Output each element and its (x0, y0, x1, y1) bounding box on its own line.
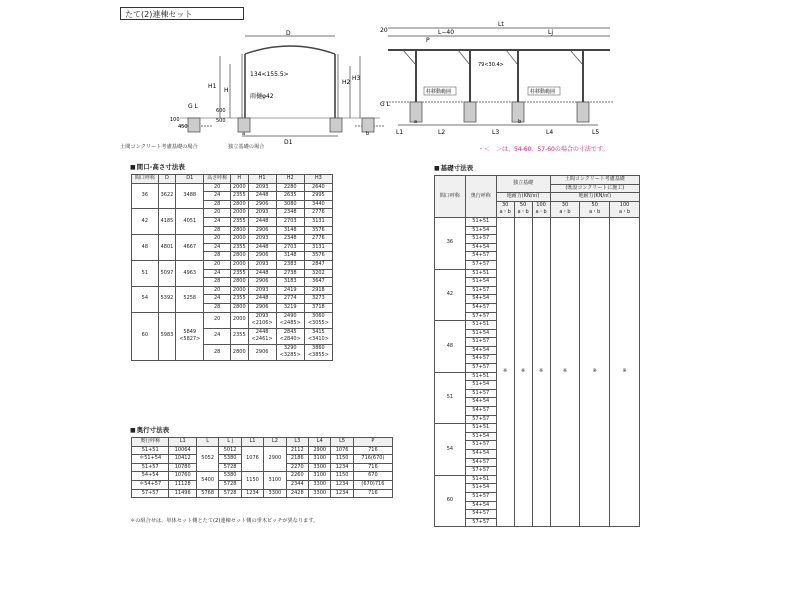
table-cell: 2348 (276, 235, 304, 244)
header-load: 100 a・b (532, 201, 550, 217)
dim-L1: L1 (396, 129, 404, 136)
label-b: b (366, 131, 370, 137)
table-cell: 2000 (231, 235, 248, 244)
table-header: L5 (331, 438, 353, 447)
table-cell: 3718 (304, 303, 332, 312)
value-L4: 3300 (309, 463, 331, 472)
value-L4: 2900 (309, 446, 331, 455)
value-L: 5052 (196, 446, 218, 472)
value-P: (670)716 (353, 480, 392, 489)
table-header: L1 (241, 438, 263, 447)
value-L1b: 1150 (241, 472, 263, 489)
dim-134: 134<155.5> (250, 71, 289, 78)
table-row (132, 489, 393, 498)
table-row (132, 209, 333, 218)
depth-name: 51+51 (465, 269, 496, 278)
value-mark: ※ (580, 217, 610, 526)
dim-79: 79<30.4> (478, 62, 504, 68)
table-cell: 2906 (248, 226, 276, 235)
table-cell: 28 (204, 303, 231, 312)
value-L5: 1150 (331, 472, 353, 481)
table-cell: 3131 (304, 243, 332, 252)
table-row (435, 217, 640, 226)
value-mark: ※ (610, 217, 640, 526)
depth-name: ＊54+57 (132, 480, 169, 489)
value-Lj: 5380 (219, 472, 241, 481)
depth-name: 54+57 (465, 355, 496, 364)
opening-name: 54 (132, 286, 159, 312)
value-L5: 1076 (331, 446, 353, 455)
dim-D: D (286, 30, 291, 37)
depth-name: 54+57 (465, 407, 496, 416)
depth-name: 51+54 (465, 278, 496, 287)
table-cell: 2995 (304, 192, 332, 201)
header-load: 50 a・b (580, 201, 610, 217)
table-header: P (353, 438, 392, 447)
depth-name: 54+54 (465, 450, 496, 459)
value-L4: 3100 (309, 472, 331, 481)
table-header: H1 (248, 175, 276, 184)
table-cell: 2906 (248, 252, 276, 261)
depth-footnote: ＊の組合せは、単体セット側とたて(2)連棟セット側の垂木ピッチが異なります。 (130, 518, 319, 524)
table-row (132, 312, 333, 328)
value-L1: 10412 (169, 455, 197, 464)
value-L3: 2270 (286, 463, 308, 472)
depth-name: 57+57 (465, 312, 496, 321)
table-cell: 3131 (304, 217, 332, 226)
value-L1: 10780 (169, 463, 197, 472)
table-cell: 20 (204, 235, 231, 244)
value-L5: 1150 (331, 455, 353, 464)
table-cell: 2000 (231, 209, 248, 218)
value-L3: 2344 (286, 480, 308, 489)
table-cell: 2774 (276, 295, 304, 304)
table-header: L3 (286, 438, 308, 447)
table-cell: 3415 <3410> (304, 328, 332, 344)
depth-name: 57+57 (132, 489, 169, 498)
value-Lj: 5728 (219, 489, 241, 498)
value-D1: 4667 (176, 235, 204, 261)
depth-name: 57+57 (465, 467, 496, 476)
table-cell: 2847 (304, 260, 332, 269)
table-cell: 2845 <2840> (276, 328, 304, 344)
table-cell: 24 (204, 217, 231, 226)
header-depth: 奥行呼称 (465, 176, 496, 218)
caption-independent: 独立基礎の場合 (228, 144, 265, 150)
table-cell: 2906 (248, 344, 276, 360)
opening-name: 42 (132, 209, 159, 235)
value-D1: 5258 (176, 286, 204, 312)
table-cell: 2906 (248, 200, 276, 209)
table-header: L1 (169, 438, 197, 447)
table-cell: 2906 (248, 278, 276, 287)
value-P: 716 (353, 446, 392, 455)
opening-name: 54 (435, 424, 466, 476)
table-cell: 24 (204, 328, 231, 344)
table-cell: 2093 <2106> (248, 312, 276, 328)
value-L3: 2428 (286, 489, 308, 498)
table-header: 高さ呼称 (204, 175, 231, 184)
table-cell: 2093 (248, 235, 276, 244)
opening-name: 42 (435, 269, 466, 321)
depth-name: 57+57 (465, 364, 496, 373)
table-cell: 3219 (276, 303, 304, 312)
table-cell: 2000 (231, 312, 248, 328)
table-cell: 24 (204, 269, 231, 278)
value-L2: 2900 (264, 446, 286, 472)
value-L4: 3300 (309, 489, 331, 498)
depth-name: 51+54 (465, 329, 496, 338)
dim-100: 100 (170, 117, 180, 123)
table-cell: 2448 (248, 269, 276, 278)
gl-right: G L (380, 101, 390, 108)
value-L3: 2112 (286, 446, 308, 455)
value-L: 5768 (196, 489, 218, 498)
depth-name: 51+51 (132, 446, 169, 455)
table-cell: 2800 (231, 226, 248, 235)
table-cell: 2383 (276, 260, 304, 269)
depth-name: 54+54 (465, 398, 496, 407)
depth-table (131, 437, 393, 498)
table-cell: 28 (204, 252, 231, 261)
depth-name: 54+54 (465, 346, 496, 355)
dim-600: 600 (216, 108, 226, 114)
depth-name: 51+57 (465, 235, 496, 244)
value-D: 4801 (158, 235, 175, 261)
table-cell: 2355 (231, 269, 248, 278)
dim-L2: L2 (438, 129, 446, 136)
header-load: 100 a・b (610, 201, 640, 217)
header-load: 50 a・b (514, 201, 532, 217)
depth-name: 51+57 (465, 338, 496, 347)
value-L1b: 1076 (241, 446, 263, 472)
table-cell: 2703 (276, 217, 304, 226)
table-cell: 3148 (276, 226, 304, 235)
opening-height-table (131, 174, 333, 361)
opening-name: 48 (435, 321, 466, 373)
table-header: 間口呼称 (132, 175, 159, 184)
value-mark: ※ (514, 217, 532, 526)
table-cell: 24 (204, 295, 231, 304)
value-L5: 1234 (331, 489, 353, 498)
depth-name: 51+57 (465, 286, 496, 295)
value-D1: 4051 (176, 209, 204, 235)
dim-P: P (426, 37, 430, 44)
table-row (132, 183, 333, 192)
value-L3: 2186 (286, 455, 308, 464)
table-cell: 2093 (248, 183, 276, 192)
table-cell: 2093 (248, 260, 276, 269)
dim-500: 500 (216, 118, 226, 124)
value-L4: 3300 (309, 480, 331, 489)
header-slab: 土間コンクリート考慮基礎 (550, 176, 639, 185)
table-header: L2 (264, 438, 286, 447)
gl-left: G L (188, 103, 198, 110)
movable-range-1: 柱移動範囲 (426, 89, 452, 95)
pipe-label: 雨樋φ42 (250, 93, 274, 100)
table-cell: 2348 (276, 209, 304, 218)
table-cell: 2800 (231, 278, 248, 287)
depth-name: 51+51 (465, 372, 496, 381)
table-cell: 2448 <2461> (248, 328, 276, 344)
depth-name: 51+54 (465, 484, 496, 493)
table-header: D (158, 175, 175, 184)
table-cell: 3576 (304, 226, 332, 235)
table-cell: 2738 (276, 269, 304, 278)
table-cell: 20 (204, 312, 231, 328)
table-cell: 2000 (231, 260, 248, 269)
header-bearing: 地耐力(KN/㎡) (550, 193, 639, 202)
table-header: D1 (176, 175, 204, 184)
table-row (132, 286, 333, 295)
table-cell: 28 (204, 226, 231, 235)
depth-name: 51+51 (465, 475, 496, 484)
dim-L40: L−40 (438, 29, 455, 36)
depth-name: 51+57 (465, 441, 496, 450)
depth-name: 57+57 (465, 415, 496, 424)
depth-name: 51+51 (465, 424, 496, 433)
table-cell: 2448 (248, 243, 276, 252)
dim-H3: H3 (352, 75, 361, 82)
table-cell: 20 (204, 183, 231, 192)
table-cell: 2448 (248, 217, 276, 226)
depth-name: 51+51 (465, 321, 496, 330)
value-L5: 1234 (331, 480, 353, 489)
value-D: 3622 (158, 183, 175, 209)
value-D: 5392 (158, 286, 175, 312)
table-cell: 3148 (276, 252, 304, 261)
header-load: 30 a・b (496, 201, 514, 217)
value-L2: 3300 (264, 489, 286, 498)
table-cell: 2776 (304, 235, 332, 244)
value-P: 716 (353, 489, 392, 498)
table-cell: 20 (204, 209, 231, 218)
value-D: 5097 (158, 260, 175, 286)
table-cell: 3202 (304, 269, 332, 278)
table-cell: 2800 (231, 303, 248, 312)
value-L1: 10760 (169, 472, 197, 481)
header-opening: 間口呼称 (435, 176, 466, 218)
value-D: 4185 (158, 209, 175, 235)
table-cell: 28 (204, 278, 231, 287)
table-cell: 3576 (304, 252, 332, 261)
opening-name: 36 (132, 183, 159, 209)
depth-name: 51+57 (465, 389, 496, 398)
table-cell: 2093 (248, 286, 276, 295)
value-L: 5400 (196, 472, 218, 489)
table-cell: 2000 (231, 183, 248, 192)
opening-name: 51 (132, 260, 159, 286)
table-cell: 20 (204, 260, 231, 269)
header-slab-sub: (既設コンクリートに施工) (550, 184, 639, 193)
side-elevation-drawing (378, 20, 618, 140)
value-Lj: 5728 (219, 480, 241, 489)
value-D1: 3488 (176, 183, 204, 209)
value-L1b: 1234 (241, 489, 263, 498)
value-L4: 3100 (309, 455, 331, 464)
depth-name: ＊51+54 (132, 455, 169, 464)
caption-slab: 土間コンクリート考慮基礎の場合 (120, 144, 198, 150)
table-cell: 2800 (231, 252, 248, 261)
value-Lj: 5012 (219, 446, 241, 455)
table-cell: 2355 (231, 217, 248, 226)
table-cell: 3860 <3855> (304, 344, 332, 360)
table-cell: 2640 (304, 183, 332, 192)
table-cell: 2419 (276, 286, 304, 295)
opening-name: 36 (435, 217, 466, 269)
value-D1: 5849 <5827> (176, 312, 204, 361)
value-L1: 10064 (169, 446, 197, 455)
table-cell: 3060 <3055> (304, 312, 332, 328)
label-a-right: a (414, 119, 418, 125)
depth-name: 51+51 (465, 217, 496, 226)
movable-range-2: 柱移動範囲 (530, 89, 556, 95)
table-header: L (196, 438, 218, 447)
dim-L5: L5 (592, 129, 600, 136)
table-header: L j (219, 438, 241, 447)
value-P: 716 (353, 463, 392, 472)
value-D1: 4963 (176, 260, 204, 286)
value-D: 5983 (158, 312, 175, 361)
opening-name: 60 (435, 475, 466, 527)
label-b-right: b (518, 119, 522, 125)
header-bearing: 地耐力(KN/㎡) (496, 193, 550, 202)
dim-Lt: Lt (498, 21, 504, 28)
depth-name: 51+54 (465, 381, 496, 390)
table-cell: 24 (204, 243, 231, 252)
value-mark: ※ (496, 217, 514, 526)
table-cell: 28 (204, 200, 231, 209)
dim-H: H (224, 87, 229, 94)
depth-name: 54+54 (132, 472, 169, 481)
table-cell: 2280 (276, 183, 304, 192)
table-cell: 3183 (276, 278, 304, 287)
depth-name: 51+57 (132, 463, 169, 472)
opening-name: 60 (132, 312, 159, 361)
depth-name: 54+57 (465, 458, 496, 467)
label-a: a (242, 131, 246, 137)
table-cell: 2906 (248, 303, 276, 312)
table-header: L4 (309, 438, 331, 447)
depth-name: 54+54 (465, 501, 496, 510)
table-cell: 2355 (231, 295, 248, 304)
table-cell: 2776 (304, 209, 332, 218)
depth-name: 54+54 (465, 295, 496, 304)
table-header: H3 (304, 175, 332, 184)
section-title: たて(2)連棟セット (120, 7, 244, 20)
table-cell: 2000 (231, 286, 248, 295)
table-header: H (231, 175, 248, 184)
front-elevation-drawing (150, 26, 390, 146)
table-cell: 3080 (276, 200, 304, 209)
table-cell: 3440 (304, 200, 332, 209)
header-load: 30 a・b (550, 201, 580, 217)
depth-name: 57+57 (465, 260, 496, 269)
value-L1: 11496 (169, 489, 197, 498)
table-cell: 20 (204, 286, 231, 295)
dim-H2: H2 (342, 79, 351, 86)
depth-name: 54+54 (465, 243, 496, 252)
dim-D1: D1 (284, 139, 293, 146)
dim-Lj: Lj (548, 29, 554, 36)
depth-name: 51+54 (465, 432, 496, 441)
table-row (132, 235, 333, 244)
value-L5: 1234 (331, 463, 353, 472)
table-cell: 2918 (304, 286, 332, 295)
value-P: 670 (353, 472, 392, 481)
value-mark: ※ (550, 217, 580, 526)
value-mark: ※ (532, 217, 550, 526)
table-cell: 2093 (248, 209, 276, 218)
table-cell: 2635 (276, 192, 304, 201)
dim-L3: L3 (492, 129, 500, 136)
depth-name: 54+57 (465, 303, 496, 312)
depth-name: 51+54 (465, 226, 496, 235)
depth-table-title: ■ 奥行寸法表 (130, 425, 169, 434)
dim-450: 450 (178, 124, 188, 130)
dim-H1: H1 (208, 83, 217, 90)
depth-name: 51+57 (465, 492, 496, 501)
table-cell: 2355 (231, 192, 248, 201)
value-L3: 2260 (286, 472, 308, 481)
table-cell: 2800 (231, 344, 248, 360)
table-cell: 2355 (231, 328, 248, 344)
depth-name: 57+57 (465, 518, 496, 527)
table-cell: 2800 (231, 200, 248, 209)
table-row (132, 446, 393, 455)
value-P: 716(670) (353, 455, 392, 464)
depth-name: 54+57 (465, 252, 496, 261)
opening-name: 51 (435, 372, 466, 424)
value-L1: 11128 (169, 480, 197, 489)
value-Lj: 5380 (219, 455, 241, 464)
table-row (132, 260, 333, 269)
table-cell: 2490 <2485> (276, 312, 304, 328)
table-cell: 2448 (248, 192, 276, 201)
dim-L4: L4 (546, 129, 554, 136)
table-cell: 3647 (304, 278, 332, 287)
table-cell: 28 (204, 344, 231, 360)
depth-name: 54+57 (465, 510, 496, 519)
opening-table-title: ■ 間口-高さ寸法表 (130, 162, 185, 171)
table-cell: 2355 (231, 243, 248, 252)
table-cell: 2448 (248, 295, 276, 304)
header-independent: 独立基礎 (496, 176, 550, 193)
foundation-table-title: ■ 基礎寸法表 (434, 163, 473, 172)
dim-20: 20 (380, 27, 388, 34)
table-cell: 3273 (304, 295, 332, 304)
opening-name: 48 (132, 235, 159, 261)
value-L2: 3100 (264, 472, 286, 489)
table-header: H2 (276, 175, 304, 184)
pink-note: ・＜ ＞は、54-60、57-60の場合の寸法です。 (478, 146, 609, 153)
table-cell: 2703 (276, 243, 304, 252)
table-header: 奥行呼称 (132, 438, 169, 447)
table-row (132, 472, 393, 481)
table-cell: 24 (204, 192, 231, 201)
foundation-table (434, 175, 640, 527)
value-Lj: 5728 (219, 463, 241, 472)
table-cell: 3290 <3285> (276, 344, 304, 360)
